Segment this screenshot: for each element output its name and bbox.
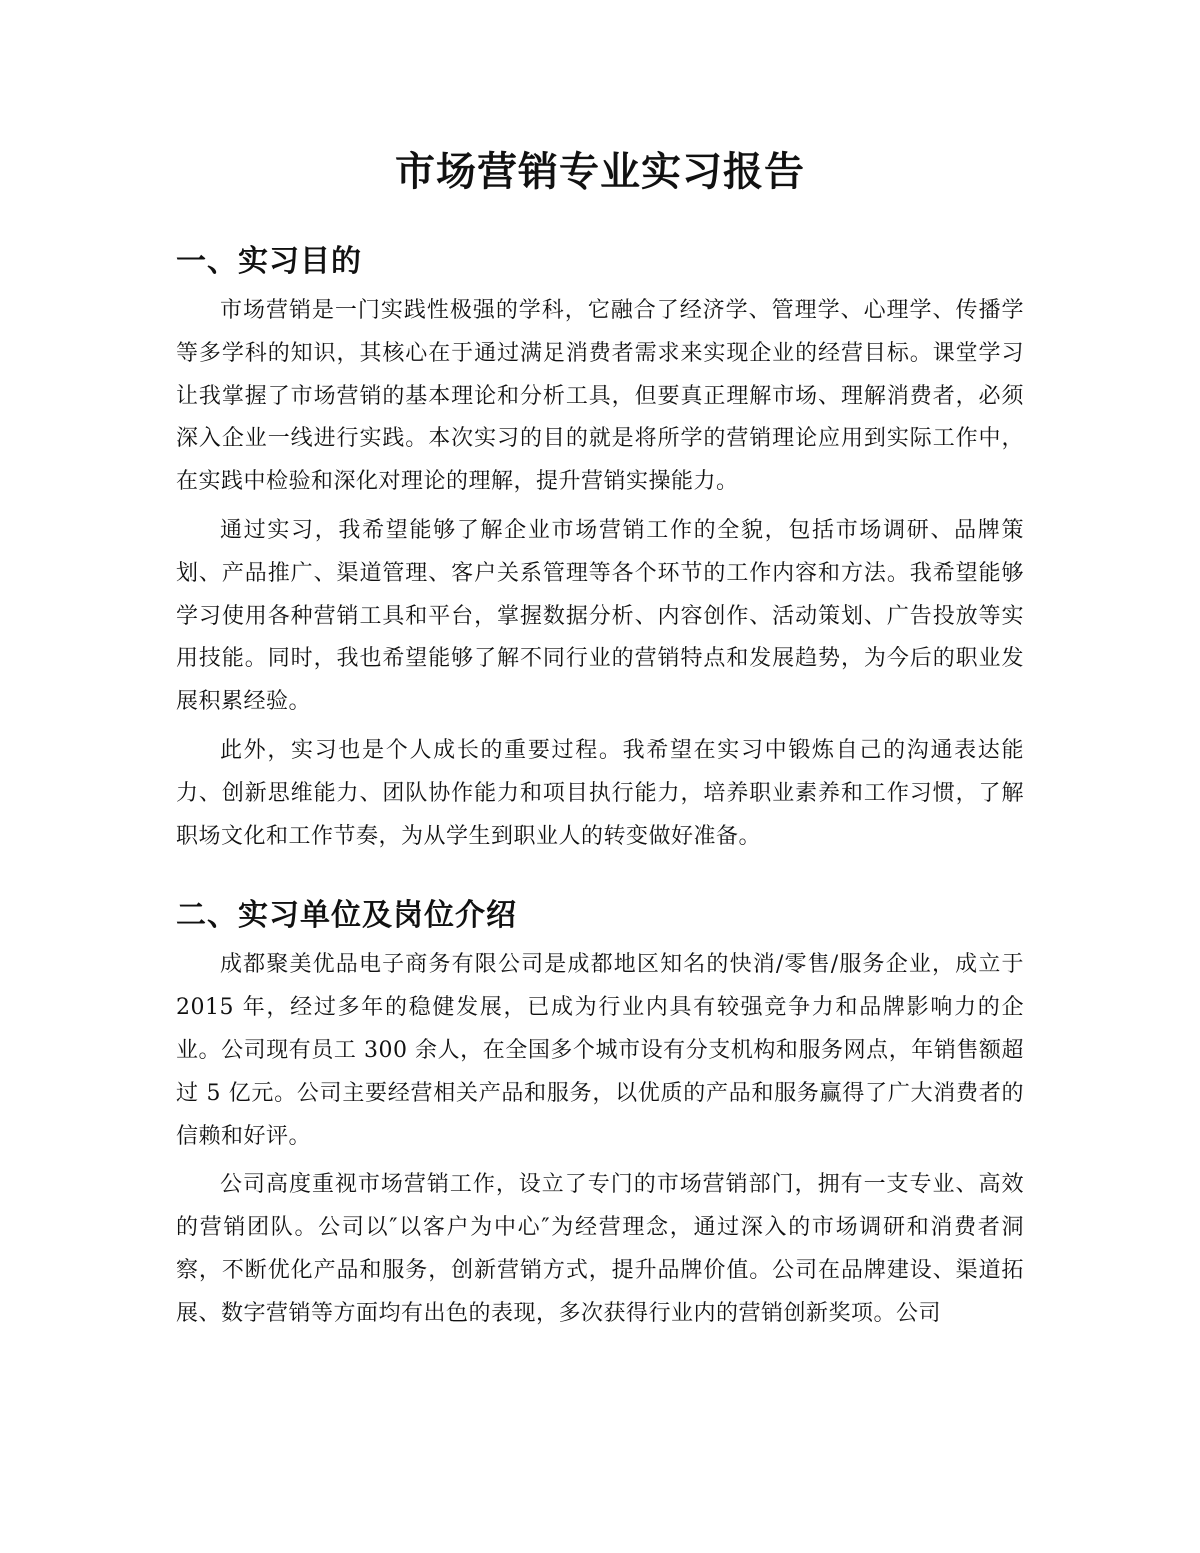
document-body bbox=[176, 140, 1024, 1336]
document-title: 市场营销专业实习报告 bbox=[395, 149, 805, 195]
paragraph: 此外，实习也是个人成长的重要过程。我希望在实习中锻炼自己的沟通表达能力、创新思维能力、团队协作能力和项目执行能力，培养职业素养和工作习惯，了解职场文化和工作节奏，为从学生到职业人的转变做好准备。 bbox=[176, 737, 1024, 849]
section-heading-purpose: 一、实习目的 bbox=[176, 244, 362, 279]
paragraph: 成都聚美优品电子商务有限公司是成都地区知名的快消/零售/服务企业，成立于 2015 年，经过多年的稳健发展，已成为行业内具有较强竞争力和品牌影响力的企业。公司现有员工 300 余人，在全国多个城市设有分支机构和服务网点，年销售额超过 5 亿元。公司主要经营相关产品和服务，以优质的产品和服务赢得了广大消费者的信赖和好评。 bbox=[176, 952, 1024, 1149]
paragraph: 市场营销是一门实践性极强的学科，它融合了经济学、管理学、心理学、传播学等多学科的知识，其核心在于通过满足消费者需求来实现企业的经营目标。课堂学习让我掌握了市场营销的基本理论和分析工具，但要真正理解市场、理解消费者，必须深入企业一线进行实践。本次实习的目的就是将所学的营销理论应用到实际工作中，在实践中检验和深化对理论的理解，提升营销实操能力。 bbox=[176, 298, 1024, 495]
section-heading-company: 二、实习单位及岗位介绍 bbox=[176, 898, 517, 934]
paragraph: 通过实习，我希望能够了解企业市场营销工作的全貌，包括市场调研、品牌策划、产品推广、渠道管理、客户关系管理等各个环节的工作内容和方法。我希望能够学习使用各种营销工具和平台，掌握数据分析、内容创作、活动策划、广告投放等实用技能。同时，我也希望能够了解不同行业的营销特点和发展趋势，为今后的职业发展积累经验。 bbox=[176, 517, 1024, 715]
paragraph: 公司高度重视市场营销工作，设立了专门的市场营销部门，拥有一支专业、高效的营销团队。公司以″以客户为中心″为经营理念，通过深入的市场调研和消费者洞察，不断优化产品和服务，创新营销方式，提升品牌价值。公司在品牌建设、渠道拓展、数字营销等方面均有出色的表现，多次获得行业内的营销创新奖项。公司 bbox=[176, 1172, 1024, 1326]
